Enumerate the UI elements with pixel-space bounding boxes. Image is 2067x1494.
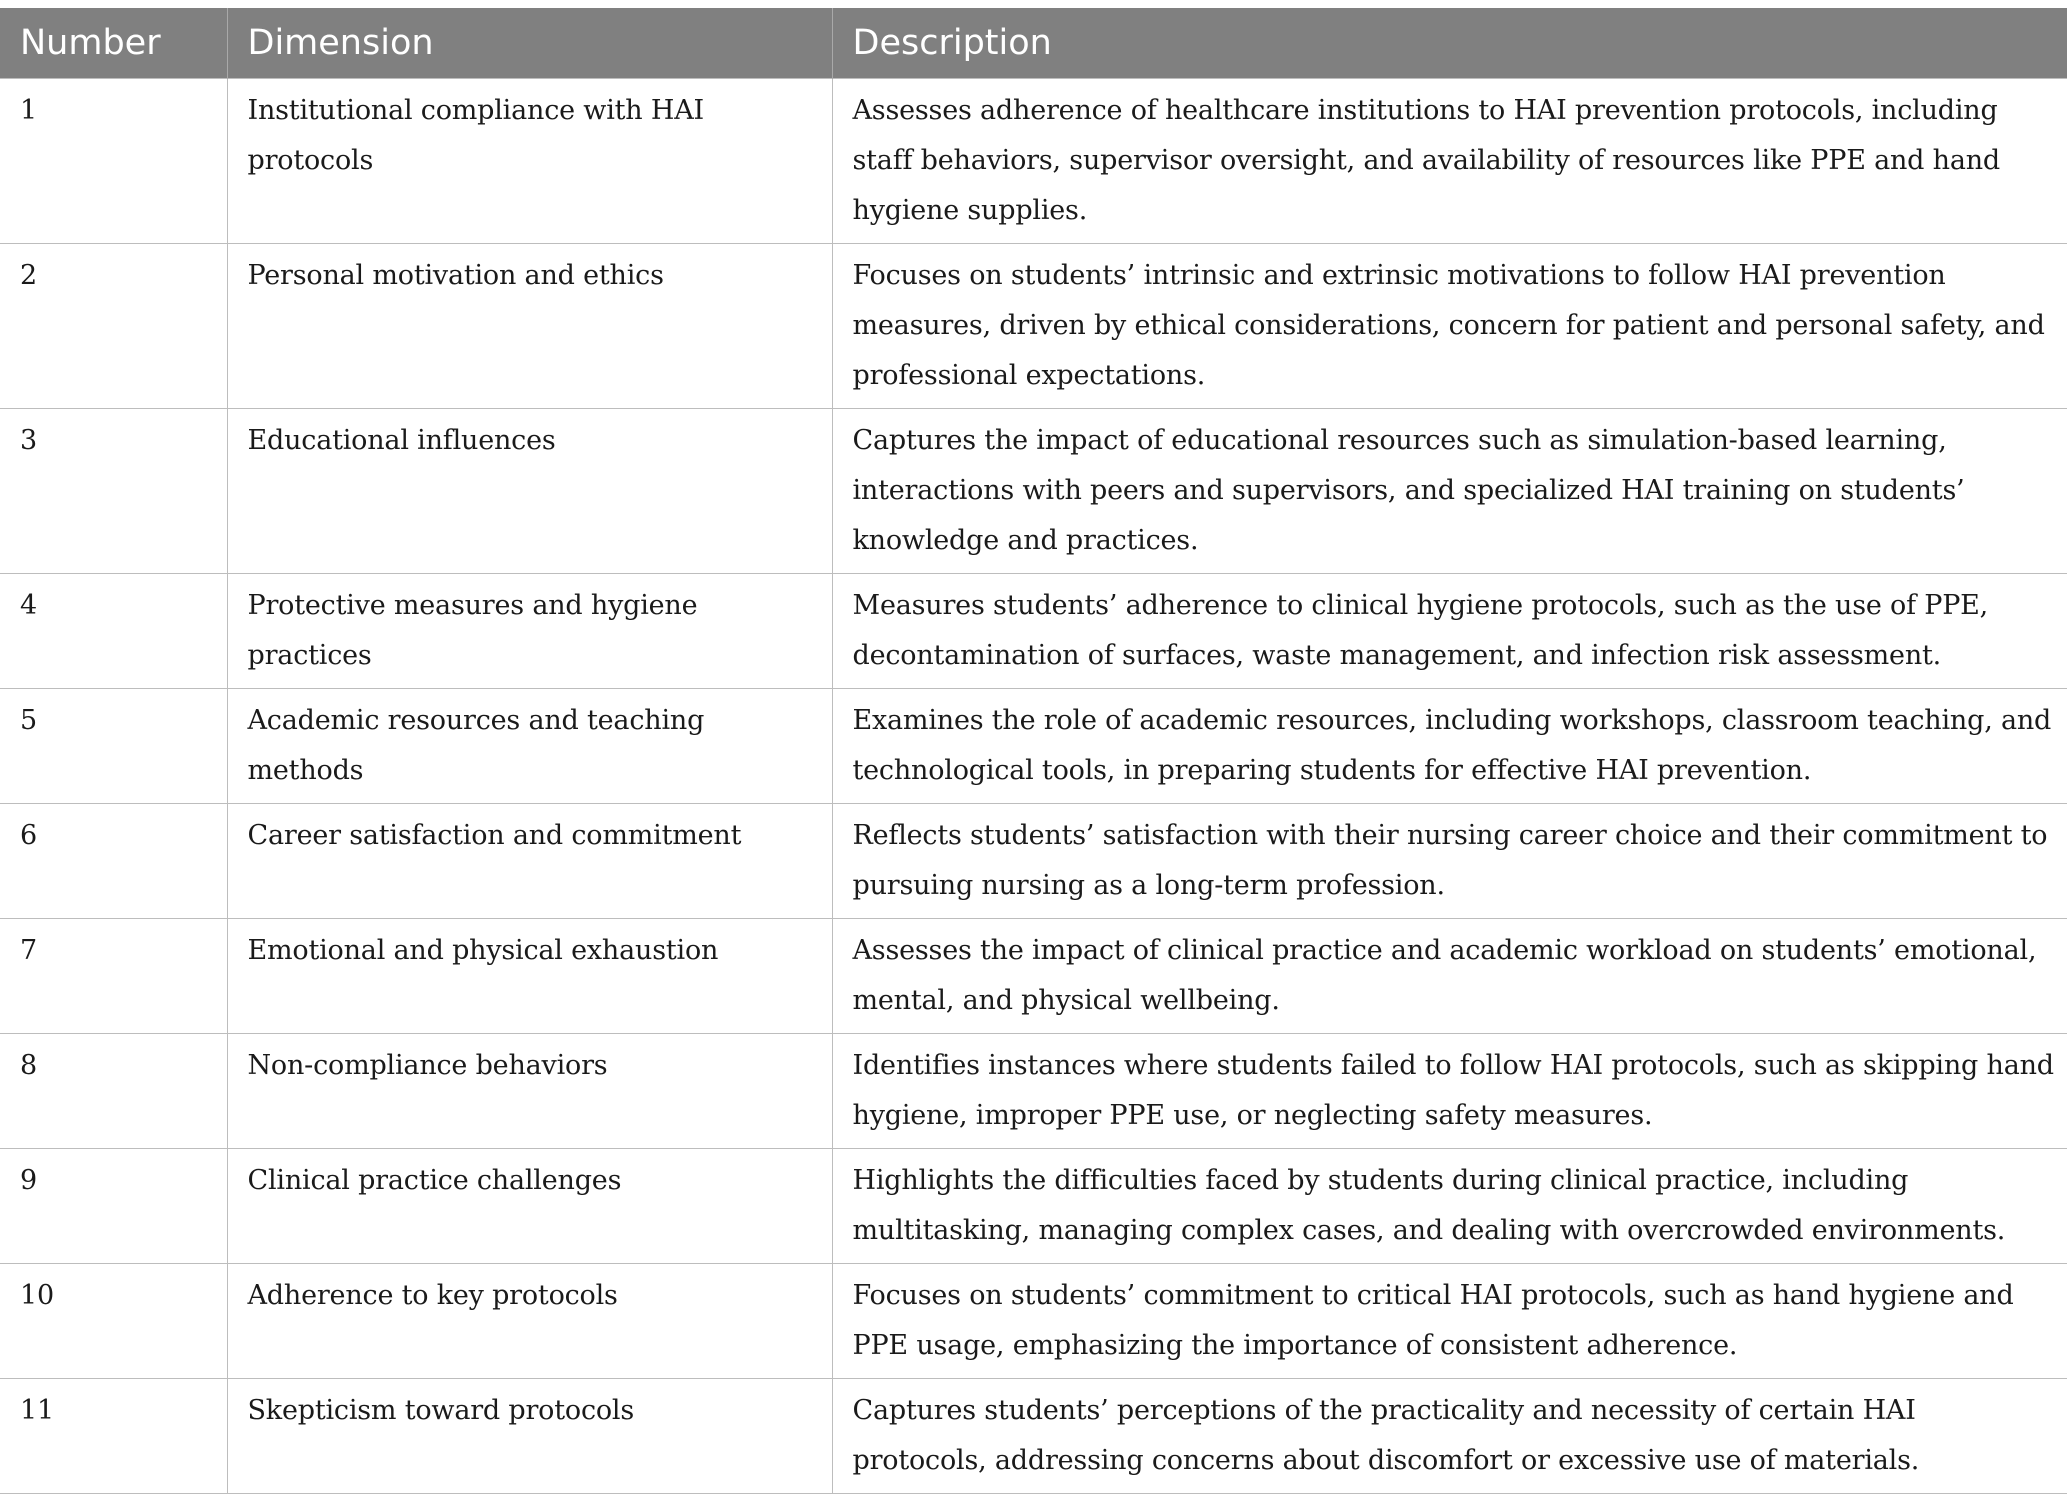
table-row: [0, 574, 2067, 689]
cell-description: Assesses adherence of healthcare institutions to HAI prevention protocols, including staff behaviors, supervisor oversight, and availability of resources like PPE and hand hygiene supplies.: [832, 79, 2067, 244]
cell-dimension: Career satisfaction and commitment: [227, 804, 832, 919]
cell-description: Reflects students’ satisfaction with their nursing career choice and their commitment to pursuing nursing as a long-term profession.: [832, 804, 2067, 919]
cell-description: Examines the role of academic resources, including workshops, classroom teaching, and technological tools, in preparing students for effective HAI prevention.: [832, 689, 2067, 804]
cell-dimension: Emotional and physical exhaustion: [227, 919, 832, 1034]
cell-dimension: Institutional compliance with HAI protocols: [227, 79, 832, 244]
cell-number: 5: [0, 689, 227, 804]
header-description: Description: [832, 8, 2067, 79]
cell-number: 2: [0, 244, 227, 409]
cell-dimension: Personal motivation and ethics: [227, 244, 832, 409]
table-row: [0, 1034, 2067, 1149]
table-row: [0, 244, 2067, 409]
table-header: [0, 8, 2067, 79]
table-row: [0, 689, 2067, 804]
header-number: Number: [0, 8, 227, 79]
cell-number: 1: [0, 79, 227, 244]
table-row: [0, 919, 2067, 1034]
cell-number: 6: [0, 804, 227, 919]
cell-dimension: Protective measures and hygiene practices: [227, 574, 832, 689]
cell-description: Captures students’ perceptions of the practicality and necessity of certain HAI protocols, addressing concerns about discomfort or excessive use of materials.: [832, 1379, 2067, 1494]
cell-number: 7: [0, 919, 227, 1034]
table-row: [0, 1379, 2067, 1494]
table-row: [0, 409, 2067, 574]
cell-dimension: Adherence to key protocols: [227, 1264, 832, 1379]
cell-description: Focuses on students’ commitment to critical HAI protocols, such as hand hygiene and PPE usage, emphasizing the importance of consistent adherence.: [832, 1264, 2067, 1379]
table-row: [0, 1149, 2067, 1264]
cell-number: 8: [0, 1034, 227, 1149]
table-row: [0, 1264, 2067, 1379]
cell-dimension: Educational influences: [227, 409, 832, 574]
header-row: [0, 8, 2067, 79]
cell-description: Assesses the impact of clinical practice and academic workload on students’ emotional, mental, and physical wellbeing.: [832, 919, 2067, 1034]
cell-number: 11: [0, 1379, 227, 1494]
table-row: [0, 804, 2067, 919]
header-dimension: Dimension: [227, 8, 832, 79]
cell-description: Focuses on students’ intrinsic and extrinsic motivations to follow HAI prevention measures, driven by ethical considerations, concern for patient and personal safety, and professional expectations.: [832, 244, 2067, 409]
dimensions-table: [0, 8, 2067, 1494]
cell-dimension: Non-compliance behaviors: [227, 1034, 832, 1149]
dimensions-table-container: [0, 8, 2067, 1494]
cell-description: Measures students’ adherence to clinical hygiene protocols, such as the use of PPE, decontamination of surfaces, waste management, and infection risk assessment.: [832, 574, 2067, 689]
cell-number: 4: [0, 574, 227, 689]
cell-dimension: Clinical practice challenges: [227, 1149, 832, 1264]
cell-number: 10: [0, 1264, 227, 1379]
cell-number: 3: [0, 409, 227, 574]
cell-description: Captures the impact of educational resources such as simulation-based learning, interactions with peers and supervisors, and specialized HAI training on students’ knowledge and practices.: [832, 409, 2067, 574]
cell-dimension: Academic resources and teaching methods: [227, 689, 832, 804]
cell-description: Identifies instances where students failed to follow HAI protocols, such as skipping hand hygiene, improper PPE use, or neglecting safety measures.: [832, 1034, 2067, 1149]
table-row: [0, 79, 2067, 244]
table-body: [0, 79, 2067, 1494]
cell-dimension: Skepticism toward protocols: [227, 1379, 832, 1494]
cell-number: 9: [0, 1149, 227, 1264]
cell-description: Highlights the difficulties faced by students during clinical practice, including multitasking, managing complex cases, and dealing with overcrowded environments.: [832, 1149, 2067, 1264]
